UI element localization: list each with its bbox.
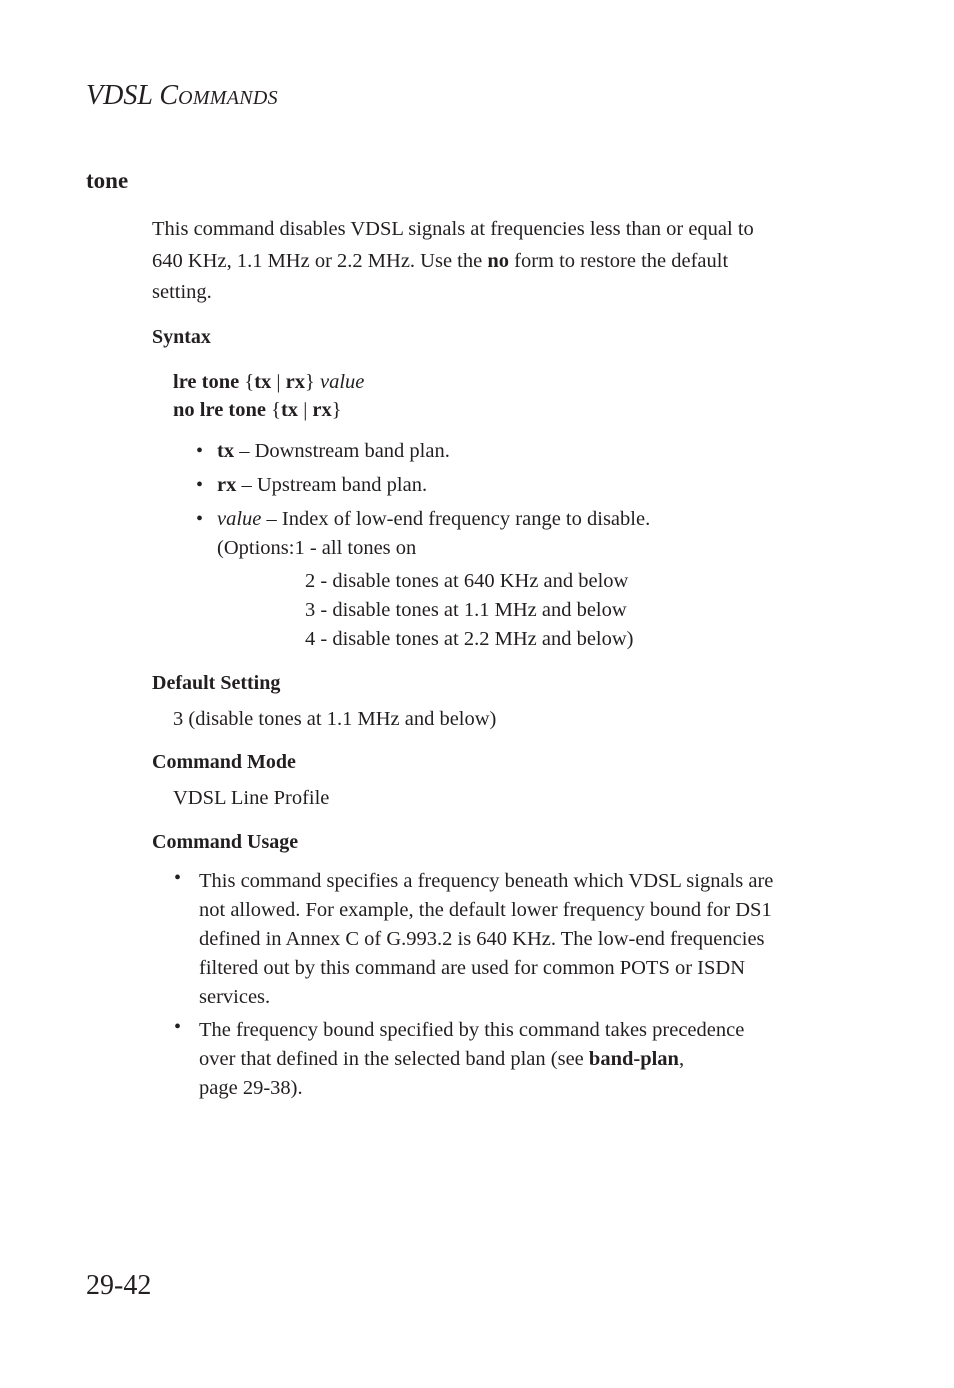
usage-line: defined in Annex C of G.993.2 is 640 KHz. The low-end frequencies <box>199 928 765 950</box>
param-rx: rx – Upstream band plan. <box>217 474 428 496</box>
usage-line: over that defined in the selected band plan (see band-plan, <box>199 1048 685 1070</box>
param-tx: tx – Downstream band plan. <box>217 440 450 462</box>
default-setting-value: 3 (disable tones at 1.1 MHz and below) <box>173 708 497 730</box>
syntax-line-1: lre tone {tx | rx} value <box>173 371 365 393</box>
command-mode-heading: Command Mode <box>152 751 296 773</box>
option-2: 2 - disable tones at 640 KHz and below <box>305 570 629 592</box>
usage-line: services. <box>199 986 271 1008</box>
running-header <box>86 80 278 112</box>
command-usage-heading: Command Usage <box>152 831 299 853</box>
no-keyword: no <box>487 249 510 272</box>
description-line: setting. <box>152 281 212 303</box>
usage-line: page 29-38). <box>199 1077 303 1099</box>
page-number: 29-42 <box>86 1270 152 1301</box>
bullet-icon: • <box>174 1016 182 1038</box>
description-line: 640 KHz, 1.1 MHz or 2.2 MHz. Use the no form to restore the default <box>152 249 729 272</box>
bullet-icon: • <box>196 508 204 530</box>
value-param: value <box>314 371 365 393</box>
command-mode-value: VDSL Line Profile <box>173 787 330 809</box>
header-title-smallcaps: OMMANDS <box>178 87 278 109</box>
bullet-icon: • <box>174 867 182 889</box>
default-setting-heading: Default Setting <box>152 672 281 694</box>
syntax-line-2: no lre tone {tx | rx} <box>173 399 342 421</box>
bullet-icon: • <box>196 440 204 462</box>
usage-line: This command specifies a frequency beneath which VDSL signals are <box>199 870 774 892</box>
command-title: tone <box>86 168 129 193</box>
param-value: value – Index of low-end frequency range to disable. <box>217 508 651 530</box>
description <box>152 214 852 309</box>
description-line: This command disables VDSL signals at frequencies less than or equal to <box>152 218 754 240</box>
usage-line: filtered out by this command are used for common POTS or ISDN <box>199 957 746 979</box>
band-plan-link[interactable]: band-plan <box>588 1048 679 1070</box>
syntax-heading: Syntax <box>152 326 211 348</box>
option-4: 4 - disable tones at 2.2 MHz and below) <box>305 628 634 650</box>
option-1: (Options:1 - all tones on <box>217 537 417 559</box>
usage-bullet-1 <box>199 867 773 1012</box>
option-3: 3 - disable tones at 1.1 MHz and below <box>305 599 627 621</box>
usage-bullet-2 <box>199 1016 744 1103</box>
usage-line: not allowed. For example, the default lower frequency bound for DS1 <box>199 899 772 921</box>
header-title-main: VDSL C <box>86 80 179 111</box>
bullet-icon: • <box>196 474 204 496</box>
usage-line: The frequency bound specified by this command takes precedence <box>199 1019 745 1041</box>
